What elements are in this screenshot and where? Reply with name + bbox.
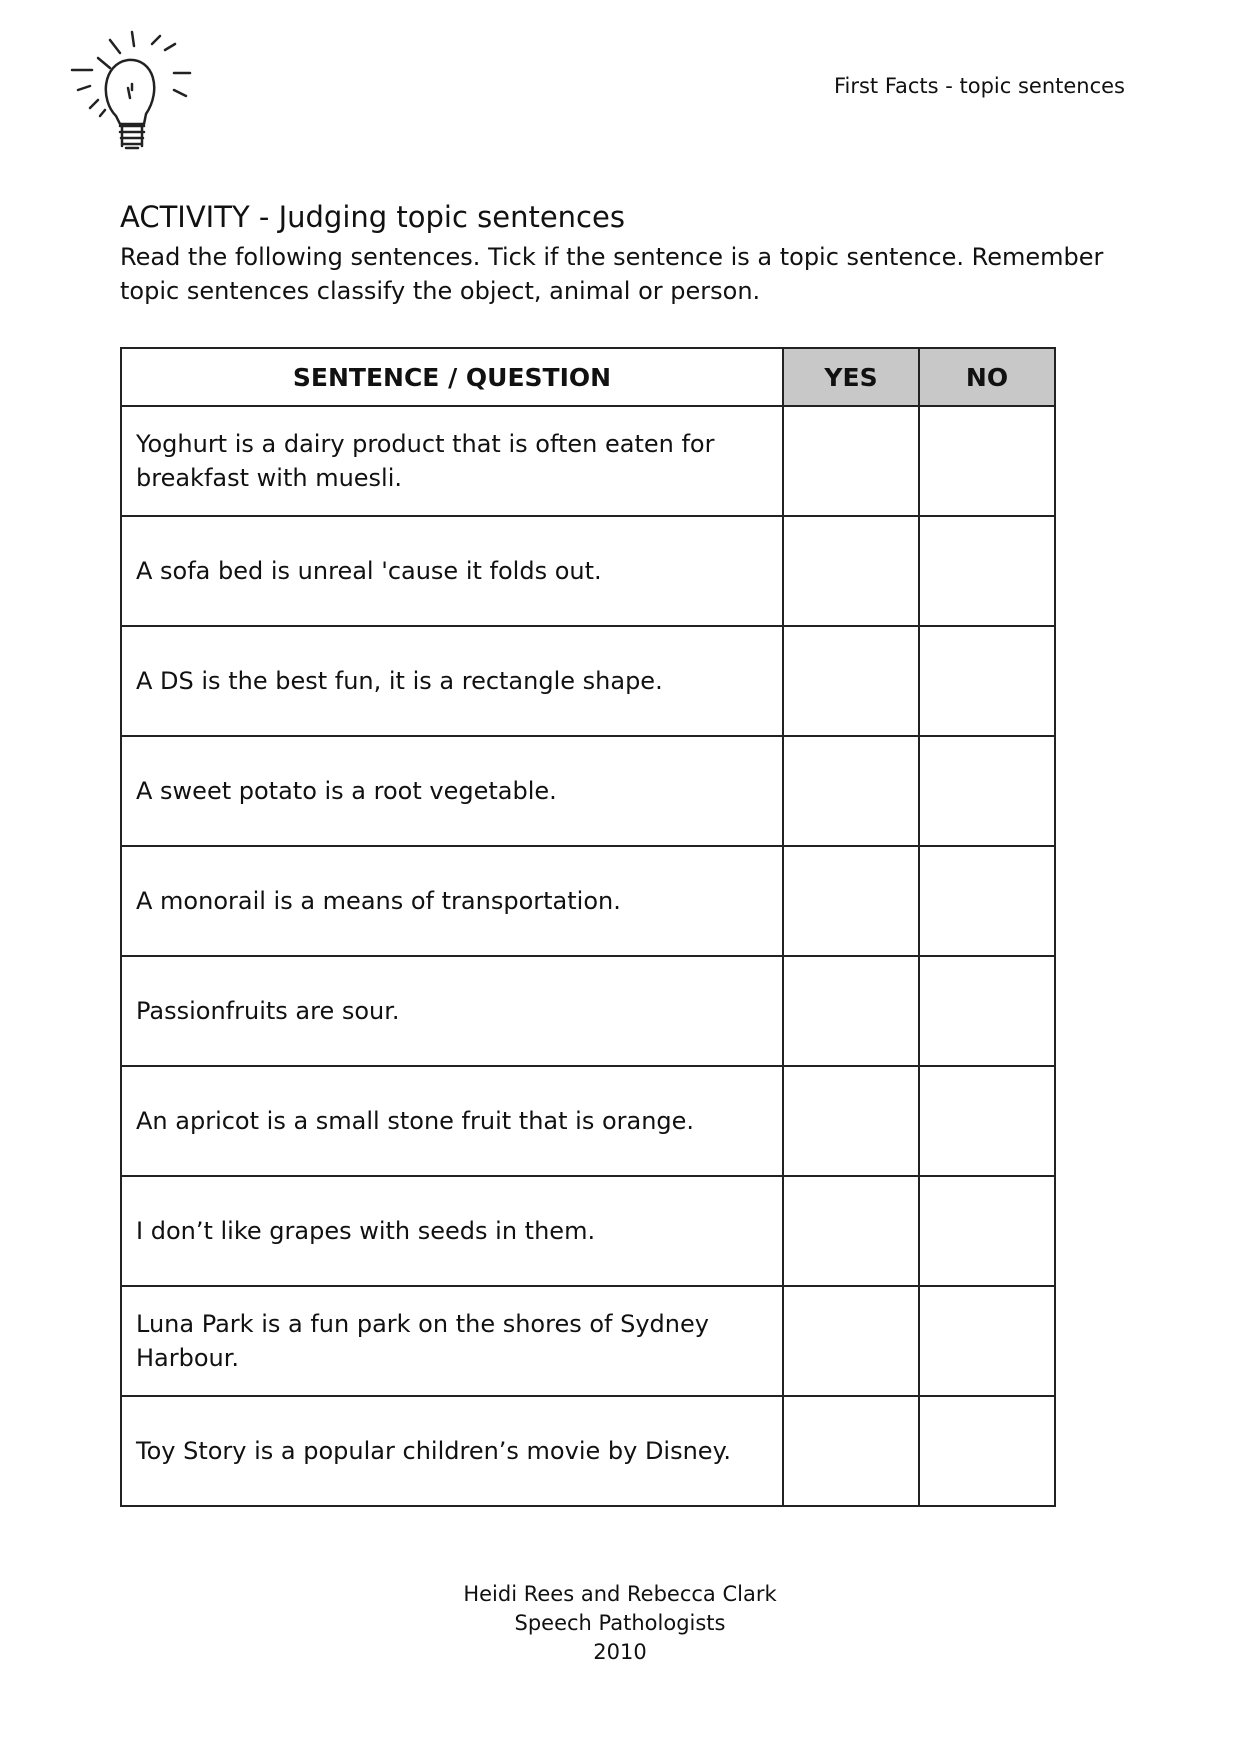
activity-section <box>120 200 1130 308</box>
no-tick-box[interactable] <box>919 406 1055 516</box>
table-row <box>121 846 1055 956</box>
no-tick-box[interactable] <box>919 626 1055 736</box>
document-footer <box>0 1580 1240 1667</box>
table-header-row <box>121 348 1055 406</box>
yes-tick-box[interactable] <box>783 406 919 516</box>
topic-sentence-table <box>120 347 1056 1507</box>
no-tick-box[interactable] <box>919 1396 1055 1506</box>
table-row <box>121 516 1055 626</box>
yes-tick-box[interactable] <box>783 1176 919 1286</box>
activity-title: ACTIVITY - Judging topic sentences <box>120 200 625 234</box>
footer-role: Speech Pathologists <box>514 1611 726 1635</box>
sentence-cell: Passionfruits are sour. <box>121 956 783 1066</box>
sentence-cell: An apricot is a small stone fruit that is orange. <box>121 1066 783 1176</box>
table-row <box>121 956 1055 1066</box>
sentence-cell: A sweet potato is a root vegetable. <box>121 736 783 846</box>
no-tick-box[interactable] <box>919 1286 1055 1396</box>
yes-tick-box[interactable] <box>783 1286 919 1396</box>
footer-authors: Heidi Rees and Rebecca Clark <box>463 1582 777 1606</box>
no-tick-box[interactable] <box>919 846 1055 956</box>
no-tick-box[interactable] <box>919 516 1055 626</box>
table-row <box>121 736 1055 846</box>
sentence-cell: A DS is the best fun, it is a rectangle shape. <box>121 626 783 736</box>
column-header-sentence: SENTENCE / QUESTION <box>121 348 783 406</box>
sentence-cell: Yoghurt is a dairy product that is often eaten for breakfast with muesli. <box>121 406 783 516</box>
no-tick-box[interactable] <box>919 1066 1055 1176</box>
table-row <box>121 1176 1055 1286</box>
sentence-cell: I don’t like grapes with seeds in them. <box>121 1176 783 1286</box>
document-header-title: First Facts - topic sentences <box>833 74 1125 98</box>
footer-year: 2010 <box>593 1640 647 1664</box>
table-row <box>121 1066 1055 1176</box>
sentence-cell: Toy Story is a popular children’s movie by Disney. <box>121 1396 783 1506</box>
table-row <box>121 1396 1055 1506</box>
lightbulb-icon <box>70 28 220 178</box>
activity-instructions: Read the following sentences. Tick if the sentence is a topic sentence. Remember topic sentences classify the object, animal or person. <box>120 243 1104 305</box>
yes-tick-box[interactable] <box>783 1066 919 1176</box>
yes-tick-box[interactable] <box>783 626 919 736</box>
yes-tick-box[interactable] <box>783 956 919 1066</box>
table-row <box>121 1286 1055 1396</box>
yes-tick-box[interactable] <box>783 1396 919 1506</box>
no-tick-box[interactable] <box>919 956 1055 1066</box>
sentence-cell: A monorail is a means of transportation. <box>121 846 783 956</box>
yes-tick-box[interactable] <box>783 516 919 626</box>
sentence-cell: A sofa bed is unreal 'cause it folds out. <box>121 516 783 626</box>
table-row <box>121 626 1055 736</box>
yes-tick-box[interactable] <box>783 736 919 846</box>
column-header-no: NO <box>919 348 1055 406</box>
column-header-yes: YES <box>783 348 919 406</box>
yes-tick-box[interactable] <box>783 846 919 956</box>
no-tick-box[interactable] <box>919 736 1055 846</box>
no-tick-box[interactable] <box>919 1176 1055 1286</box>
sentence-cell: Luna Park is a fun park on the shores of Sydney Harbour. <box>121 1286 783 1396</box>
table-row <box>121 406 1055 516</box>
